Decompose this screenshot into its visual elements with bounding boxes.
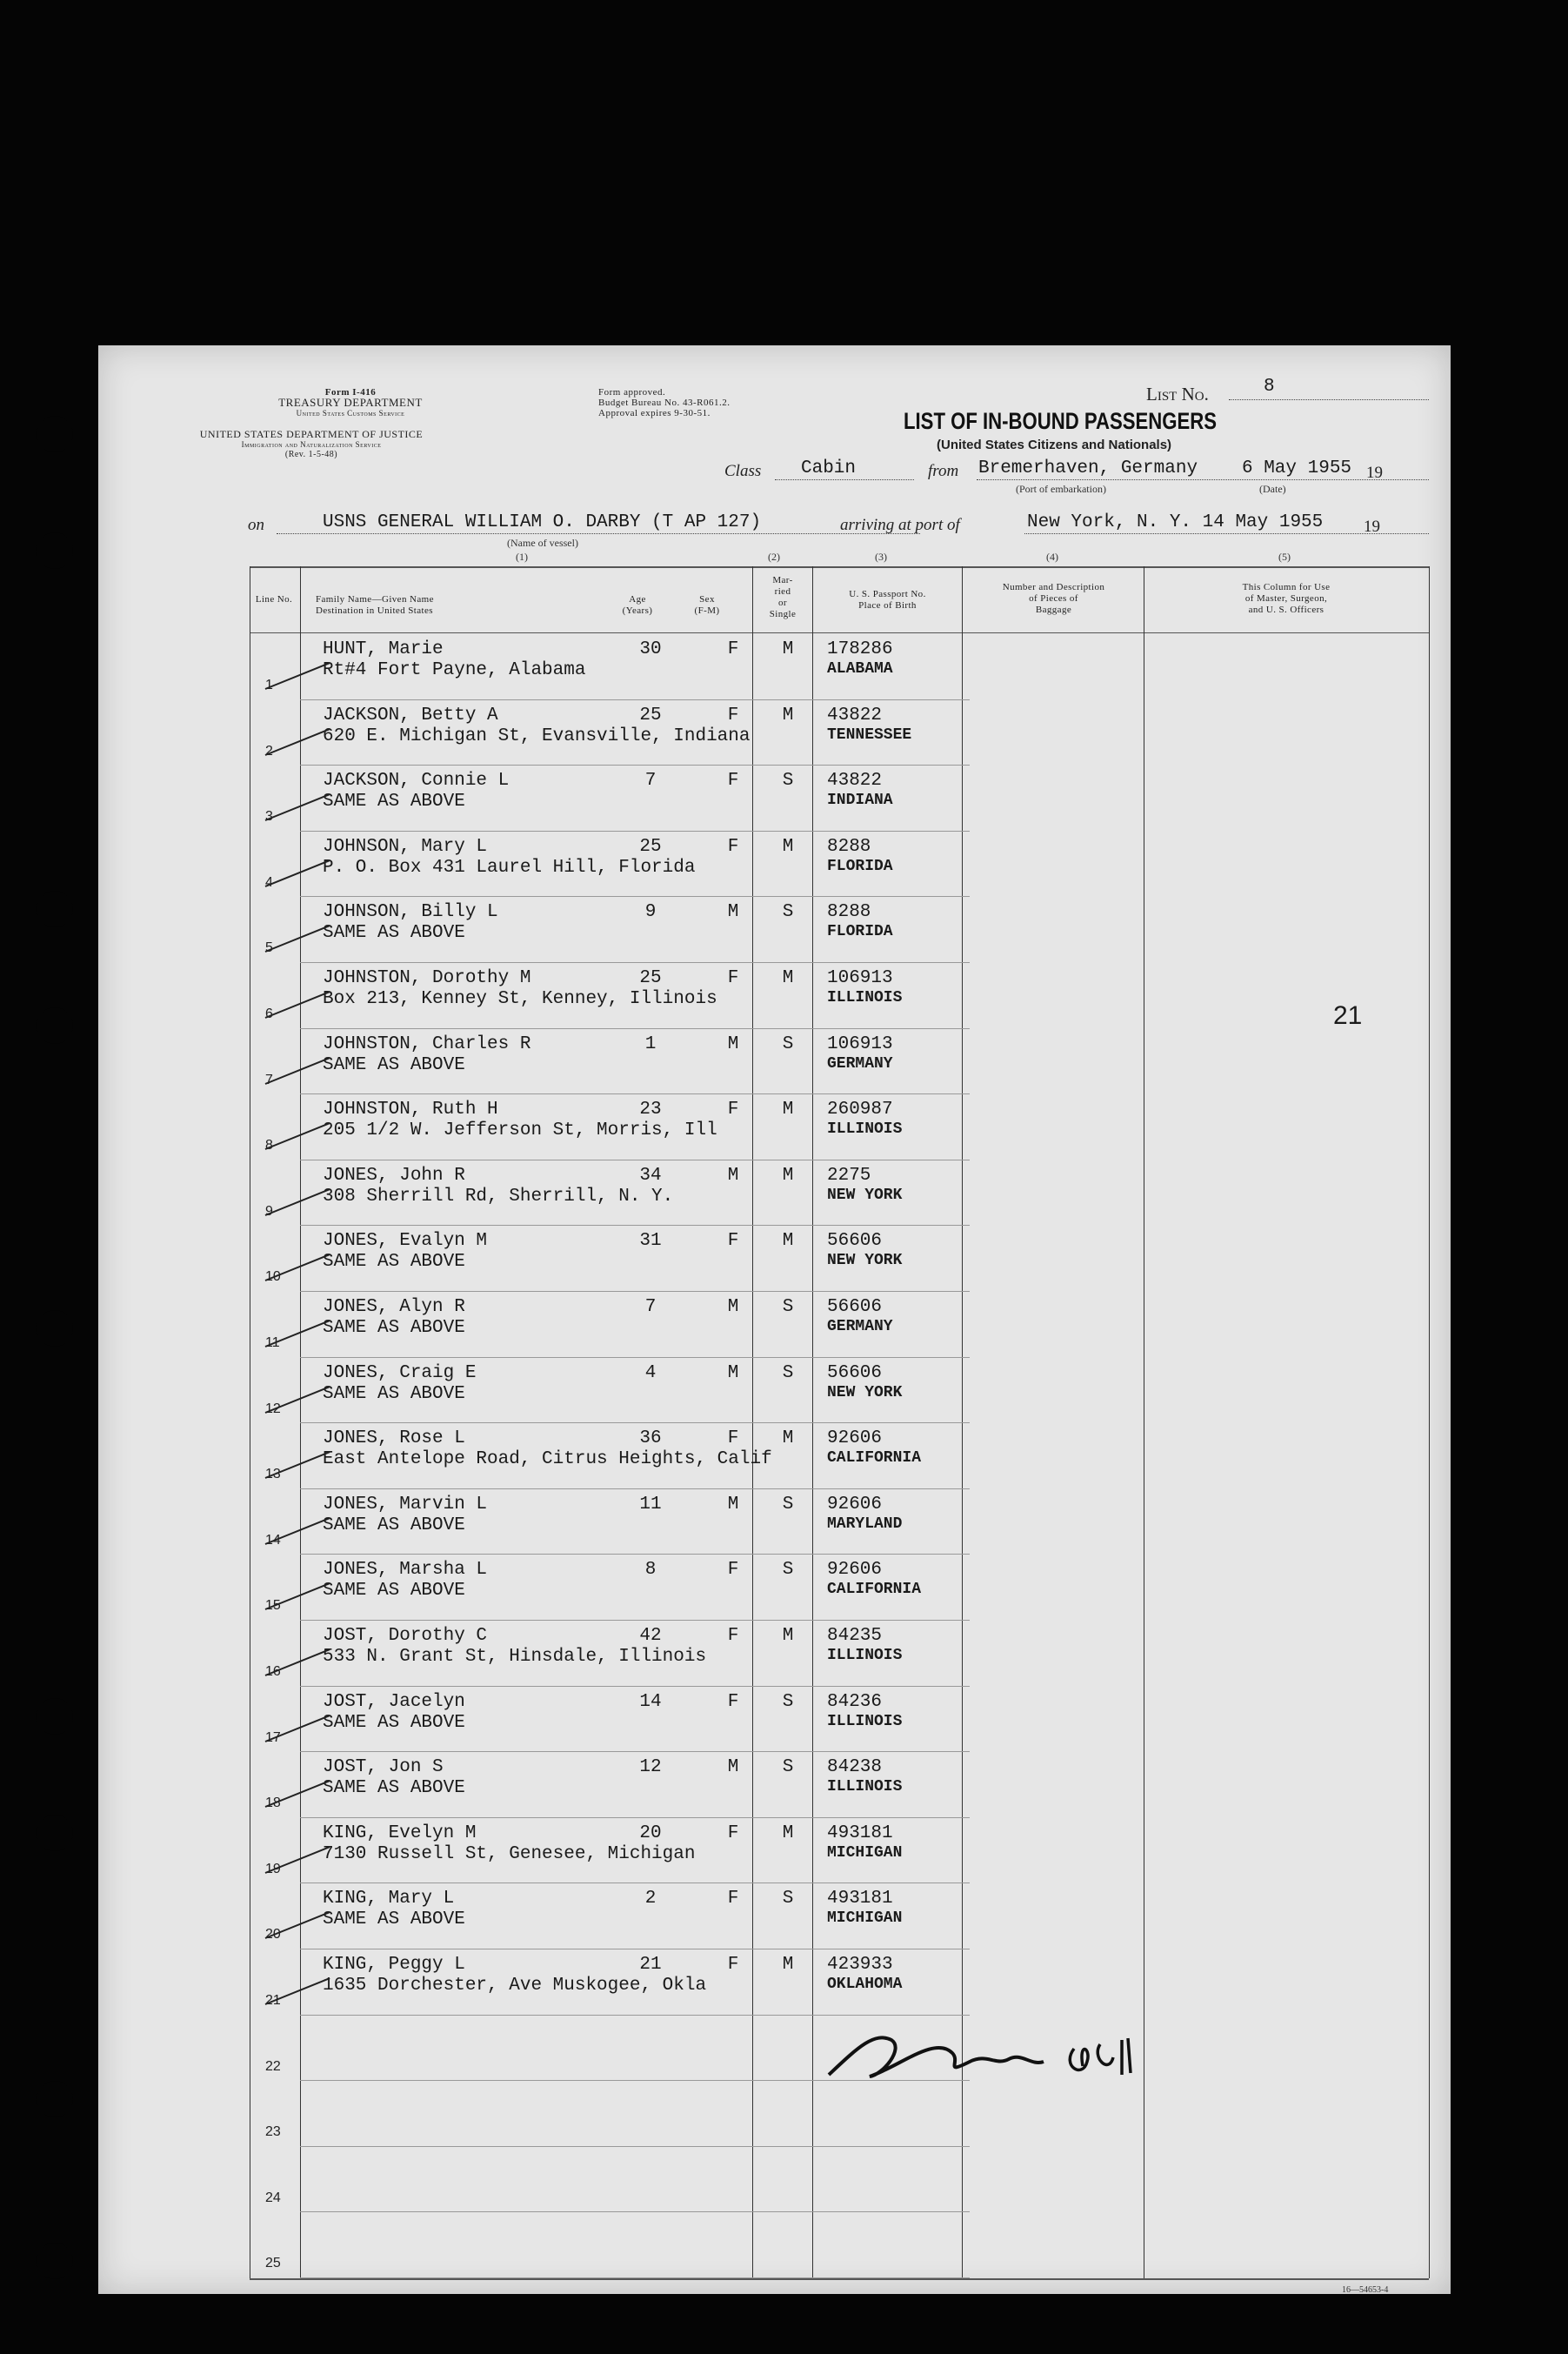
vessel-value: USNS GENERAL WILLIAM O. DARBY (T AP 127) (323, 512, 762, 532)
passenger-destination: 205 1/2 W. Jefferson St, Morris, Ill (323, 1120, 717, 1141)
footer-code: 16—54653-4 (1342, 2285, 1389, 2295)
passenger-marital: M (782, 1428, 794, 1449)
header-sex-line-2: (F-M) (694, 605, 720, 616)
table-row (98, 1358, 1451, 1424)
passenger-name: KING, Mary L (323, 1889, 455, 1909)
header-officer-use (1146, 582, 1426, 616)
passenger-name: JOHNSTON, Ruth H (323, 1100, 498, 1120)
passport-number: 56606 (827, 1297, 883, 1317)
date-caption: (Date) (1259, 483, 1286, 495)
header-passport-line-1: U. S. Passport No. (849, 589, 926, 599)
check-mark (265, 793, 330, 821)
table-row (98, 897, 1451, 963)
line-number: 12 (265, 1401, 281, 1416)
line-number: 5 (265, 940, 273, 956)
row-divider (300, 2277, 970, 2278)
on-label: on (248, 516, 264, 534)
passenger-age: 25 (639, 968, 662, 988)
line-number: 3 (265, 809, 273, 825)
place-of-birth: OKLAHOMA (827, 1976, 903, 1993)
punch-hole (37, 532, 73, 569)
header-age-line-2: (Years) (622, 605, 653, 616)
passenger-sex: M (727, 1494, 739, 1515)
passenger-destination: 533 N. Grant St, Hinsdale, Illinois (323, 1647, 707, 1667)
passenger-name: JOST, Jacelyn (323, 1691, 465, 1712)
column-number-2: (2) (768, 551, 780, 563)
passenger-marital: S (782, 771, 794, 792)
table-row (98, 1292, 1451, 1358)
passenger-age: 7 (644, 1297, 657, 1317)
line-number: 18 (265, 1796, 281, 1811)
header-line-no: Line No. (255, 594, 293, 605)
passenger-sex: F (727, 771, 739, 792)
column-number-5: (5) (1278, 551, 1291, 563)
column-number-1: (1) (516, 551, 528, 563)
place-of-birth: CALIFORNIA (827, 1449, 922, 1468)
header-age (603, 594, 672, 617)
punch-hole (37, 1815, 73, 1851)
header-married-line-3: or (778, 598, 787, 608)
passenger-name: JONES, Rose L (323, 1428, 465, 1449)
passenger-marital: M (782, 1231, 794, 1252)
passenger-name: JACKSON, Betty A (323, 705, 498, 726)
passenger-sex: F (727, 1560, 739, 1581)
passport-number: 493181 (827, 1822, 893, 1843)
passenger-name: JONES, John R (323, 1165, 465, 1186)
table-row (98, 2212, 1451, 2278)
header-name-line-2: Destination in United States (316, 605, 433, 616)
passenger-name: JOHNSON, Billy L (323, 902, 498, 923)
passenger-sex: M (727, 1033, 739, 1054)
table-row (98, 1094, 1451, 1160)
place-of-birth: FLORIDA (827, 857, 893, 875)
place-of-birth: GERMANY (827, 1318, 893, 1335)
line-number: 24 (265, 2190, 281, 2205)
line-number: 4 (265, 874, 273, 890)
line-number: 11 (265, 1335, 280, 1350)
line-number: 13 (265, 1467, 281, 1482)
passenger-destination: Box 213, Kenney St, Kenney, Illinois (323, 989, 717, 1009)
passenger-destination: P. O. Box 431 Laurel Hill, Florida (323, 857, 696, 878)
line-number: 19 (265, 1861, 281, 1876)
header-baggage-line-3: Baggage (1035, 605, 1072, 615)
place-of-birth: MICHIGAN (827, 1909, 903, 1928)
header-married (755, 575, 811, 620)
approval-label: Form approved. (598, 387, 666, 398)
table-row (98, 634, 1451, 700)
passenger-marital: S (782, 1494, 794, 1515)
line-number: 9 (265, 1203, 273, 1219)
punch-hole (37, 416, 73, 452)
place-of-birth: TENNESSEE (827, 726, 912, 744)
check-mark (265, 859, 330, 887)
line-number: 17 (265, 1729, 281, 1745)
passport-number: 106913 (827, 968, 893, 988)
passenger-age: 25 (639, 705, 662, 726)
table-row (98, 1752, 1451, 1818)
table-row (98, 963, 1451, 1029)
passenger-marital: S (782, 1033, 794, 1054)
passport-number: 84236 (827, 1691, 883, 1712)
passenger-age: 23 (639, 1100, 662, 1120)
line-number: 22 (265, 2058, 281, 2074)
punch-hole (37, 1007, 73, 1044)
class-line (775, 479, 914, 480)
passenger-marital: M (782, 1100, 794, 1120)
passenger-marital: M (782, 639, 794, 659)
passenger-marital: M (782, 705, 794, 726)
list-no-label: List No. (1146, 384, 1209, 405)
passenger-sex: M (727, 1165, 739, 1186)
passenger-marital: S (782, 1362, 794, 1383)
arriving-label: arriving at port of (840, 516, 960, 534)
passenger-destination: 620 E. Michigan St, Evansville, Indiana (323, 726, 751, 746)
table-row (98, 2016, 1451, 2082)
passenger-name: JONES, Marvin L (323, 1494, 488, 1515)
passport-number: 92606 (827, 1428, 883, 1449)
header-officer-line-2: of Master, Surgeon, (1244, 593, 1328, 604)
passenger-sex: F (727, 1955, 739, 1975)
punch-hole (37, 1698, 73, 1735)
form-agency-block (211, 387, 490, 418)
punch-hole (37, 891, 73, 927)
check-mark (265, 1122, 330, 1150)
passenger-age: 20 (639, 1822, 662, 1843)
passenger-age: 1 (644, 1033, 657, 1054)
passenger-destination: SAME AS ABOVE (323, 1383, 465, 1404)
passenger-name: JOHNSTON, Dorothy M (323, 968, 531, 988)
passport-number: 8288 (827, 902, 871, 923)
header-passport (816, 589, 959, 612)
list-no-line (1229, 399, 1429, 400)
passport-number: 56606 (827, 1362, 883, 1383)
passenger-name: HUNT, Marie (323, 639, 444, 659)
passenger-sex: F (727, 705, 739, 726)
passenger-sex: F (727, 1626, 739, 1646)
list-no-value: 8 (1264, 377, 1275, 397)
customs-label: United States Customs Service (296, 409, 405, 418)
page-mark: 21 (1333, 1001, 1363, 1030)
passport-number: 92606 (827, 1560, 883, 1581)
passenger-marital: S (782, 1757, 794, 1778)
passenger-sex: M (727, 902, 739, 923)
year-suffix-2: 19 (1364, 518, 1380, 536)
approval-block (598, 387, 730, 418)
passenger-destination: Rt#4 Fort Payne, Alabama (323, 660, 586, 680)
header-name-line-1: Family Name—Given Name (316, 594, 434, 605)
place-of-birth: CALIFORNIA (827, 1581, 922, 1599)
table-row (98, 700, 1451, 766)
header-officer-line-1: This Column for Use (1242, 582, 1331, 592)
passenger-sex: F (727, 1100, 739, 1120)
passport-number: 2275 (827, 1165, 871, 1186)
passenger-marital: M (782, 1955, 794, 1975)
passenger-age: 7 (644, 771, 657, 792)
passenger-marital: S (782, 1560, 794, 1581)
embarkation-caption: (Port of embarkation) (1016, 483, 1106, 495)
table-row (98, 1423, 1451, 1489)
passenger-destination: SAME AS ABOVE (323, 1054, 465, 1075)
passenger-sex: F (727, 968, 739, 988)
passenger-marital: S (782, 902, 794, 923)
punch-hole (37, 2243, 73, 2279)
passport-number: 260987 (827, 1100, 893, 1120)
passenger-sex: F (727, 1231, 739, 1252)
punch-hole (37, 2081, 73, 2117)
line-number: 15 (265, 1598, 281, 1614)
place-of-birth: INDIANA (827, 792, 893, 810)
column-number-4: (4) (1046, 551, 1058, 563)
line-number: 16 (265, 1664, 281, 1679)
line-number: 21 (265, 1993, 281, 2008)
table-row (98, 1029, 1451, 1095)
table-top-border (250, 566, 1429, 568)
place-of-birth: ILLINOIS (827, 1778, 903, 1796)
header-name (316, 594, 434, 617)
header-sex (681, 594, 733, 617)
line-number: 25 (265, 2256, 281, 2271)
officer-signature (822, 2014, 1152, 2094)
table-row (98, 2147, 1451, 2213)
table-row (98, 2081, 1451, 2147)
vessel-line (277, 533, 920, 534)
passenger-age: 34 (639, 1165, 662, 1186)
table-row (98, 1555, 1451, 1621)
check-mark (265, 991, 330, 1019)
passenger-marital: S (782, 1297, 794, 1317)
line-number: 6 (265, 1006, 273, 1021)
place-of-birth: MARYLAND (827, 1515, 903, 1533)
check-mark (265, 662, 330, 690)
from-value: Bremerhaven, Germany (978, 458, 1198, 478)
header-baggage-line-2: of Pieces of (1029, 593, 1078, 604)
date-value: 6 May 1955 (1242, 458, 1352, 478)
passenger-destination: SAME AS ABOVE (323, 1909, 465, 1930)
revision-label: (Rev. 1-5-48) (284, 450, 338, 459)
passenger-destination: SAME AS ABOVE (323, 1712, 465, 1733)
line-number: 10 (265, 1269, 281, 1285)
place-of-birth: NEW YORK (827, 1186, 903, 1204)
passenger-marital: S (782, 1691, 794, 1712)
header-baggage (964, 582, 1143, 616)
place-of-birth: MICHIGAN (827, 1843, 903, 1862)
signature-mark (822, 2014, 1152, 2094)
header-sex-line-1: Sex (699, 594, 715, 605)
passport-number: 56606 (827, 1231, 883, 1252)
passenger-name: JONES, Evalyn M (323, 1231, 488, 1252)
expiry-label: Approval expires 9-30-51. (598, 408, 711, 418)
passenger-sex: F (727, 639, 739, 659)
line-number: 2 (265, 743, 273, 759)
class-label: Class (724, 462, 762, 480)
table-row (98, 1883, 1451, 1949)
passport-number: 92606 (827, 1494, 883, 1515)
passenger-marital: M (782, 968, 794, 988)
passport-number: 493181 (827, 1889, 893, 1909)
passport-number: 106913 (827, 1033, 893, 1054)
header-married-line-1: Mar- (772, 575, 793, 585)
passenger-destination: SAME AS ABOVE (323, 1581, 465, 1602)
passenger-age: 8 (644, 1560, 657, 1581)
passenger-age: 36 (639, 1428, 662, 1449)
passenger-sex: F (727, 836, 739, 857)
passenger-sex: F (727, 1889, 739, 1909)
passenger-marital: M (782, 1165, 794, 1186)
table-row (98, 1949, 1451, 2016)
check-mark (265, 925, 330, 953)
punch-hole (37, 1310, 73, 1347)
check-mark (265, 1188, 330, 1216)
header-bottom-border (250, 632, 1429, 633)
passport-number: 43822 (827, 705, 883, 726)
column-number-3: (3) (875, 551, 887, 563)
check-mark (265, 728, 330, 756)
passenger-name: JACKSON, Connie L (323, 771, 510, 792)
justice-block (116, 429, 507, 460)
place-of-birth: NEW YORK (827, 1252, 903, 1270)
passenger-destination: 7130 Russell St, Genesee, Michigan (323, 1843, 696, 1864)
passenger-destination: SAME AS ABOVE (323, 923, 465, 944)
header-baggage-line-1: Number and Description (1002, 582, 1105, 592)
place-of-birth: FLORIDA (827, 923, 893, 941)
table-row (98, 1489, 1451, 1555)
passenger-destination: 1635 Dorchester, Ave Muskogee, Okla (323, 1976, 707, 1996)
line-number: 14 (265, 1532, 281, 1548)
treasury-label: TREASURY DEPARTMENT (278, 396, 423, 409)
passport-number: 8288 (827, 836, 871, 857)
header-passport-line-2: Place of Birth (858, 600, 917, 611)
place-of-birth: ILLINOIS (827, 989, 903, 1006)
passenger-name: JONES, Alyn R (323, 1297, 465, 1317)
passenger-age: 14 (639, 1691, 662, 1712)
passenger-destination: 308 Sherrill Rd, Sherrill, N. Y. (323, 1186, 674, 1207)
passenger-destination: East Antelope Road, Citrus Heights, Calif (323, 1449, 772, 1470)
passenger-sex: F (727, 1428, 739, 1449)
line-number: 1 (265, 678, 273, 692)
passenger-sex: F (727, 1691, 739, 1712)
place-of-birth: ILLINOIS (827, 1712, 903, 1730)
header-married-line-2: ried (774, 586, 791, 597)
passenger-name: JOHNSTON, Charles R (323, 1033, 531, 1054)
line-number: 23 (265, 2124, 281, 2140)
table-row (98, 1621, 1451, 1687)
passenger-destination: SAME AS ABOVE (323, 1252, 465, 1273)
place-of-birth: NEW YORK (827, 1383, 903, 1401)
line-number: 7 (265, 1072, 273, 1087)
page-subtitle: (United States Citizens and Nationals) (937, 438, 1172, 452)
passenger-destination: SAME AS ABOVE (323, 1318, 465, 1338)
passenger-destination: SAME AS ABOVE (323, 1515, 465, 1535)
passport-number: 84235 (827, 1626, 883, 1646)
manifest-page (98, 345, 1451, 2294)
passenger-sex: M (727, 1297, 739, 1317)
passenger-age: 2 (644, 1889, 657, 1909)
form-number: Form I-416 (324, 387, 377, 398)
passenger-marital: M (782, 836, 794, 857)
line-number: 20 (265, 1927, 281, 1943)
header-officer-line-3: and U. S. Officers (1248, 605, 1324, 615)
passenger-age: 12 (639, 1757, 662, 1778)
passenger-marital: M (782, 1626, 794, 1646)
passport-number: 423933 (827, 1955, 893, 1975)
passenger-name: JOHNSON, Mary L (323, 836, 488, 857)
passenger-destination: SAME AS ABOVE (323, 1778, 465, 1799)
table-row (98, 1687, 1451, 1753)
check-mark (265, 1057, 330, 1085)
passenger-age: 4 (644, 1362, 657, 1383)
vessel-caption: (Name of vessel) (507, 537, 578, 549)
passport-number: 43822 (827, 771, 883, 792)
passenger-destination: SAME AS ABOVE (323, 792, 465, 813)
passenger-age: 42 (639, 1626, 662, 1646)
passenger-name: KING, Peggy L (323, 1955, 465, 1975)
class-value: Cabin (801, 458, 857, 478)
place-of-birth: ALABAMA (827, 660, 893, 678)
passenger-name: JOST, Jon S (323, 1757, 444, 1778)
year-suffix: 19 (1366, 464, 1383, 482)
passenger-age: 11 (639, 1494, 662, 1515)
place-of-birth: ILLINOIS (827, 1647, 903, 1664)
passenger-name: JONES, Craig E (323, 1362, 477, 1383)
passenger-sex: M (727, 1757, 739, 1778)
table-row (98, 1226, 1451, 1292)
passenger-sex: F (727, 1822, 739, 1843)
passenger-name: KING, Evelyn M (323, 1822, 477, 1843)
table-row (98, 1160, 1451, 1227)
passenger-sex: M (727, 1362, 739, 1383)
from-label: from (928, 462, 959, 480)
table-row (98, 766, 1451, 832)
arrival-value: New York, N. Y. 14 May 1955 (1027, 512, 1324, 532)
passenger-marital: M (782, 1822, 794, 1843)
page-title: LIST OF IN-BOUND PASSENGERS (904, 408, 1218, 434)
justice-label: UNITED STATES DEPARTMENT OF JUSTICE (199, 428, 424, 440)
passenger-name: JONES, Marsha L (323, 1560, 488, 1581)
passenger-age: 30 (639, 639, 662, 659)
passenger-age: 9 (644, 902, 657, 923)
table-row (98, 1818, 1451, 1884)
from-line (977, 479, 1429, 480)
passport-number: 178286 (827, 639, 893, 659)
place-of-birth: GERMANY (827, 1054, 893, 1073)
passenger-age: 25 (639, 836, 662, 857)
passenger-name: JOST, Dorothy C (323, 1626, 488, 1646)
passport-number: 84238 (827, 1757, 883, 1778)
place-of-birth: ILLINOIS (827, 1120, 903, 1139)
passenger-marital: S (782, 1889, 794, 1909)
line-number: 8 (265, 1138, 273, 1154)
header-married-line-4: Single (769, 609, 797, 619)
passenger-age: 31 (639, 1231, 662, 1252)
immigration-label: Immigration and Naturalization Service (241, 440, 382, 449)
table-row (98, 832, 1451, 898)
header-age-line-1: Age (629, 594, 646, 605)
passenger-age: 21 (639, 1955, 662, 1975)
budget-label: Budget Bureau No. 43-R061.2. (598, 398, 731, 408)
